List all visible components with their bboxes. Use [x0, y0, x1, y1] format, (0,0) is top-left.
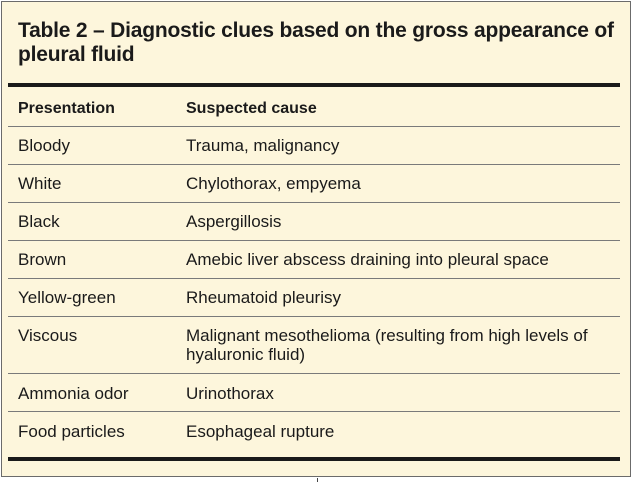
cell-cause: Malignant mesothelioma (resulting from high levels of hyaluronic fluid)	[186, 326, 588, 364]
cell-cause: Aspergillosis	[186, 212, 282, 231]
table-frame	[1, 1, 631, 477]
row-divider	[8, 240, 620, 241]
row-divider	[8, 164, 620, 165]
row-divider	[8, 316, 620, 317]
header-rule	[8, 126, 620, 127]
cell-cause: Rheumatoid pleurisy	[186, 288, 341, 307]
cell-presentation: Black	[18, 212, 60, 231]
cell-cause: Urinothorax	[186, 384, 274, 403]
page-crop-mark	[317, 478, 318, 482]
cell-presentation: Food particles	[18, 422, 125, 441]
cell-presentation: Yellow-green	[18, 288, 116, 307]
cell-cause: Chylothorax, empyema	[186, 174, 361, 193]
cell-presentation: Viscous	[18, 326, 78, 345]
bottom-rule	[8, 457, 620, 461]
row-divider	[8, 278, 620, 279]
cell-cause: Trauma, malignancy	[186, 136, 340, 155]
cell-cause: Amebic liver abscess draining into pleural space	[186, 250, 549, 269]
cell-presentation: White	[18, 174, 62, 193]
table-title: Table 2 – Diagnostic clues based on the gross appearance of pleural fluid	[18, 19, 614, 66]
cell-presentation: Bloody	[18, 136, 70, 155]
title-rule	[8, 83, 620, 87]
header-suspected-cause: Suspected cause	[186, 100, 317, 117]
row-divider	[8, 202, 620, 203]
header-presentation: Presentation	[18, 100, 115, 117]
cell-cause: Esophageal rupture	[186, 422, 335, 441]
row-divider	[8, 373, 620, 374]
row-divider	[8, 411, 620, 412]
cell-presentation: Ammonia odor	[18, 384, 129, 403]
cell-presentation: Brown	[18, 250, 67, 269]
